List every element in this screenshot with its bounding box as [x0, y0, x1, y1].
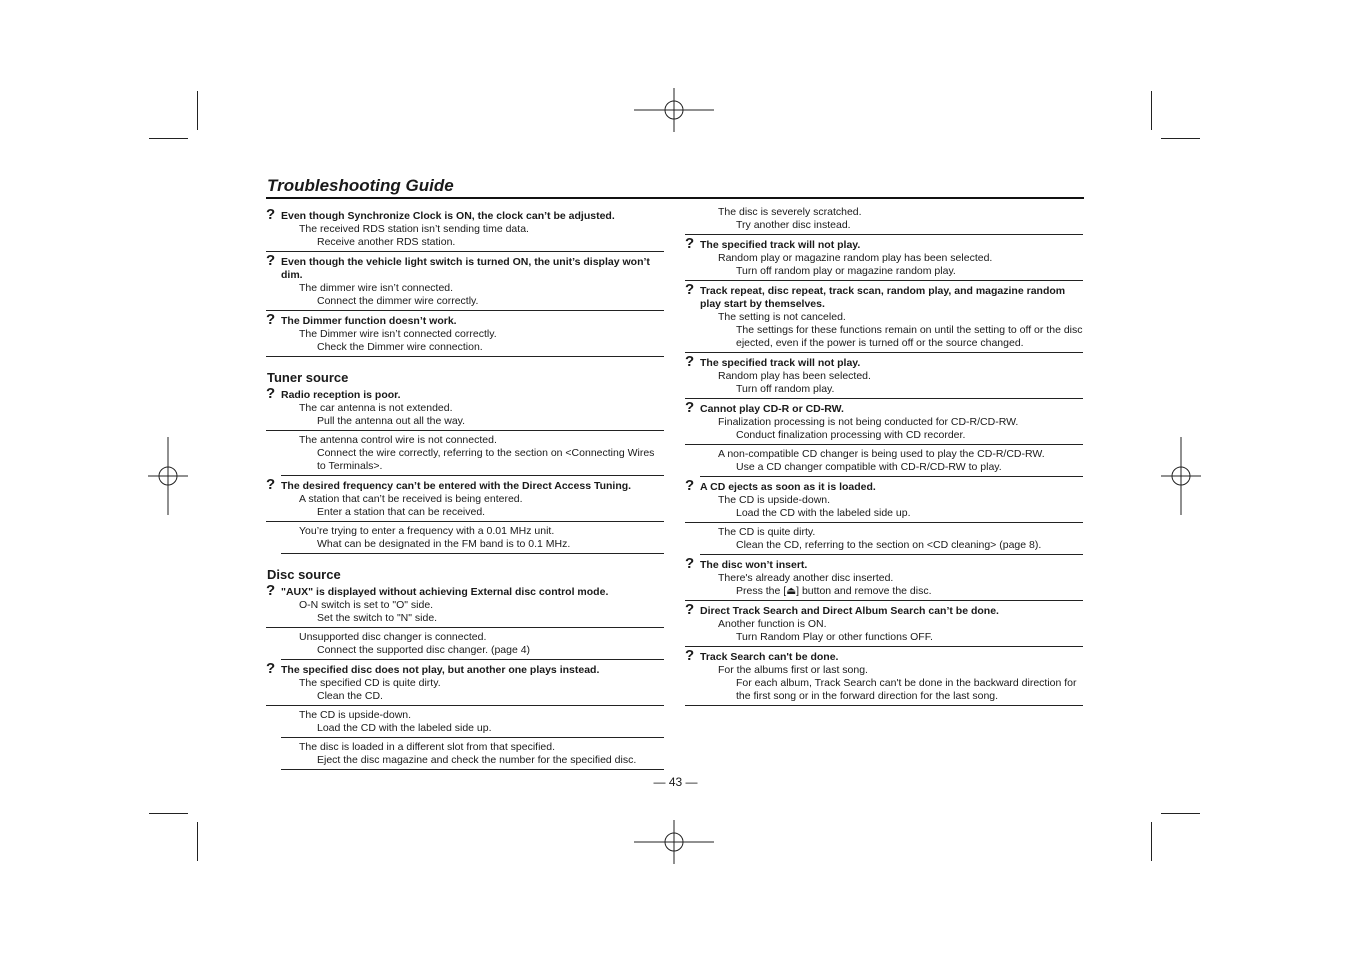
question-text: Radio reception is poor. [281, 389, 401, 401]
solution-text: The settings for these functions remain on until the setting to off or the disc ejected, even if the power is turned off or the source changed. [736, 324, 1083, 349]
question-text: Cannot play CD-R or CD-RW. [700, 403, 844, 415]
solution-text: For each album, Track Search can't be done in the backward direction for the first song or in the forward direction for the last song. [736, 677, 1077, 702]
tuner-section-title: Tuner source [267, 370, 349, 385]
solution-text: Turn off random play or magazine random play. [736, 265, 956, 277]
cause-solution [685, 311, 1083, 353]
cause-solution [266, 493, 664, 522]
cause-text: A non-compatible CD changer is being used to play the CD-R/CD-RW. [718, 448, 1045, 460]
question-text: Even though the vehicle light switch is turned ON, the unit’s display won’t dim. [281, 256, 650, 281]
solution-text: Clean the CD, referring to the section on <CD cleaning> (page 8). [736, 539, 1042, 551]
continued-cause-solution [685, 206, 1083, 235]
cause-solution [685, 416, 1083, 445]
question-mark-icon: ? [266, 311, 276, 328]
cause-text: The dimmer wire isn’t connected. [299, 282, 454, 294]
solution-text: Connect the supported disc changer. (page 4) [317, 644, 531, 656]
question-mark-icon: ? [266, 476, 276, 493]
question [685, 353, 1083, 370]
cause-text: There's already another disc inserted. [718, 572, 894, 584]
registration-mark-left [148, 437, 188, 515]
question [685, 399, 1083, 416]
cause-solution [685, 664, 1083, 706]
registration-mark-bottom [634, 820, 714, 864]
solution-text: Try another disc instead. [736, 219, 851, 231]
question-text: Track Search can't be done. [700, 651, 839, 663]
cause-text: Random play or magazine random play has been selected. [718, 252, 993, 264]
cause-text: The CD is upside-down. [299, 709, 412, 721]
cause-text: The CD is upside-down. [718, 494, 831, 506]
cause-solution [685, 370, 1083, 399]
question [685, 601, 1083, 618]
title-rule [266, 197, 1084, 199]
solution-text: Load the CD with the labeled side up. [736, 507, 911, 519]
cause-text: The specified CD is quite dirty. [299, 677, 441, 689]
cause-solution [281, 741, 664, 770]
question-mark-icon: ? [266, 582, 276, 599]
question-mark-icon: ? [685, 281, 695, 298]
question-text: The specified track will not play. [700, 239, 861, 251]
cause-text: The car antenna is not extended. [299, 402, 453, 414]
cause-solution [266, 402, 664, 431]
cause-text: The Dimmer wire isn’t connected correctly. [299, 328, 497, 340]
cause-solution [281, 525, 664, 554]
crop-mark [1151, 91, 1152, 130]
question [266, 476, 664, 493]
disc-section-title: Disc source [267, 567, 341, 582]
question-mark-icon: ? [685, 353, 695, 370]
cause-text: The received RDS station isn’t sending time data. [299, 223, 529, 235]
solution-text: Connect the dimmer wire correctly. [317, 295, 479, 307]
solution-text: Set the switch to "N" side. [317, 612, 438, 624]
question-text: Direct Track Search and Direct Album Search can’t be done. [700, 605, 999, 617]
solution-text: Press the [⏏] button and remove the disc. [736, 585, 932, 597]
solution-text: Turn Random Play or other functions OFF. [736, 631, 933, 643]
cause-text: Random play has been selected. [718, 370, 871, 382]
question [685, 235, 1083, 252]
troubleshooting-item [685, 477, 1083, 555]
question [266, 311, 664, 328]
troubleshooting-item [266, 476, 664, 554]
cause-solution [685, 494, 1083, 523]
question-text: The desired frequency can’t be entered with the Direct Access Tuning. [281, 480, 632, 492]
question-text: A CD ejects as soon as it is loaded. [700, 481, 876, 493]
question-mark-icon: ? [685, 647, 695, 664]
troubleshooting-item [685, 399, 1083, 477]
crop-mark [149, 138, 188, 139]
cause-solution [266, 328, 664, 357]
disc-list [266, 582, 664, 770]
cause-solution [685, 572, 1083, 601]
solution-text: Load the CD with the labeled side up. [317, 722, 492, 734]
troubleshooting-item [266, 385, 664, 476]
cause-text: The setting is not canceled. [718, 311, 846, 323]
crop-mark [1161, 813, 1200, 814]
page-number: — 43 — [653, 775, 698, 789]
cause-solution [266, 223, 664, 252]
cause-text: Finalization processing is not being conducted for CD-R/CD-RW. [718, 416, 1019, 428]
cause-text: For the albums first or last song. [718, 664, 868, 676]
cause-text: You’re trying to enter a frequency with a 0.01 MHz unit. [299, 525, 555, 537]
cause-text: Another function is ON. [718, 618, 827, 630]
crop-mark [197, 822, 198, 861]
question [685, 555, 1083, 572]
tuner-list [266, 385, 664, 554]
question-text: The specified track will not play. [700, 357, 861, 369]
registration-mark-top [634, 88, 714, 132]
page-title: Troubleshooting Guide [267, 176, 454, 195]
question-text: The Dimmer function doesn’t work. [281, 315, 457, 327]
registration-mark-right [1161, 437, 1201, 515]
troubleshooting-item [685, 647, 1083, 706]
right-list [685, 235, 1083, 706]
question-text: The disc won’t insert. [700, 559, 808, 571]
question [685, 647, 1083, 664]
cause-solution [685, 252, 1083, 281]
question-mark-icon: ? [266, 660, 276, 677]
solution-text: Eject the disc magazine and check the number for the specified disc. [317, 754, 637, 766]
solution-text: Turn off random play. [736, 383, 835, 395]
left-column [266, 206, 664, 773]
crop-mark [149, 813, 188, 814]
general-list [266, 206, 664, 357]
question-mark-icon: ? [685, 477, 695, 494]
cause-text: The disc is loaded in a different slot from that specified. [299, 741, 556, 753]
crop-mark [1151, 822, 1152, 861]
solution-text: Clean the CD. [317, 690, 383, 702]
cause-solution [281, 434, 664, 476]
solution-text: Enter a station that can be received. [317, 506, 486, 518]
question-mark-icon: ? [685, 235, 695, 252]
cause-solution [266, 677, 664, 706]
question-mark-icon: ? [685, 555, 695, 572]
troubleshooting-item [685, 281, 1083, 353]
question [266, 385, 664, 402]
troubleshooting-item [266, 582, 664, 660]
troubleshooting-item [685, 353, 1083, 399]
troubleshooting-item [685, 235, 1083, 281]
question-text: Even though Synchronize Clock is ON, the clock can’t be adjusted. [281, 210, 615, 222]
question-text: The specified disc does not play, but another one plays instead. [281, 664, 600, 676]
solution-text: Check the Dimmer wire connection. [317, 341, 483, 353]
crop-mark [1161, 138, 1200, 139]
troubleshooting-item [266, 660, 664, 770]
cause-solution [281, 709, 664, 738]
solution-text: Use a CD changer compatible with CD-R/CD-RW to play. [736, 461, 1002, 473]
question-mark-icon: ? [685, 601, 695, 618]
question [266, 660, 664, 677]
question-text: "AUX" is displayed without achieving External disc control mode. [281, 586, 609, 598]
right-column [685, 206, 1083, 709]
solution-text: What can be designated in the FM band is to 0.1 MHz. [317, 538, 571, 550]
question-mark-icon: ? [685, 399, 695, 416]
question-text: Track repeat, disc repeat, track scan, random play, and magazine random play start by themselves. [700, 285, 1066, 310]
cause-solution [266, 599, 664, 628]
solution-text: Connect the wire correctly, referring to the section on <Connecting Wires to Terminals>. [317, 447, 655, 472]
cause-solution [266, 282, 664, 311]
question-mark-icon: ? [266, 252, 276, 269]
question [266, 582, 664, 599]
question [685, 281, 1083, 311]
cause-solution [685, 618, 1083, 647]
question-mark-icon: ? [266, 385, 276, 402]
troubleshooting-item [685, 601, 1083, 647]
cause-text: O-N switch is set to "O" side. [299, 599, 434, 611]
cause-text: The CD is quite dirty. [718, 526, 816, 538]
troubleshooting-item [266, 311, 664, 357]
cause-solution [700, 448, 1083, 477]
cause-solution [700, 526, 1083, 555]
question-mark-icon: ? [266, 206, 276, 223]
cause-text: A station that can’t be received is being entered. [299, 493, 523, 505]
solution-text: Conduct finalization processing with CD recorder. [736, 429, 966, 441]
cause-text: The antenna control wire is not connected. [299, 434, 497, 446]
cause-text: The disc is severely scratched. [718, 206, 862, 218]
solution-text: Pull the antenna out all the way. [317, 415, 466, 427]
question [266, 206, 664, 223]
question [266, 252, 664, 282]
question [685, 477, 1083, 494]
troubleshooting-item [266, 206, 664, 252]
solution-text: Receive another RDS station. [317, 236, 456, 248]
cause-text: Unsupported disc changer is connected. [299, 631, 487, 643]
troubleshooting-item [266, 252, 664, 311]
crop-mark [197, 91, 198, 130]
cause-solution [281, 631, 664, 660]
troubleshooting-item [685, 555, 1083, 601]
